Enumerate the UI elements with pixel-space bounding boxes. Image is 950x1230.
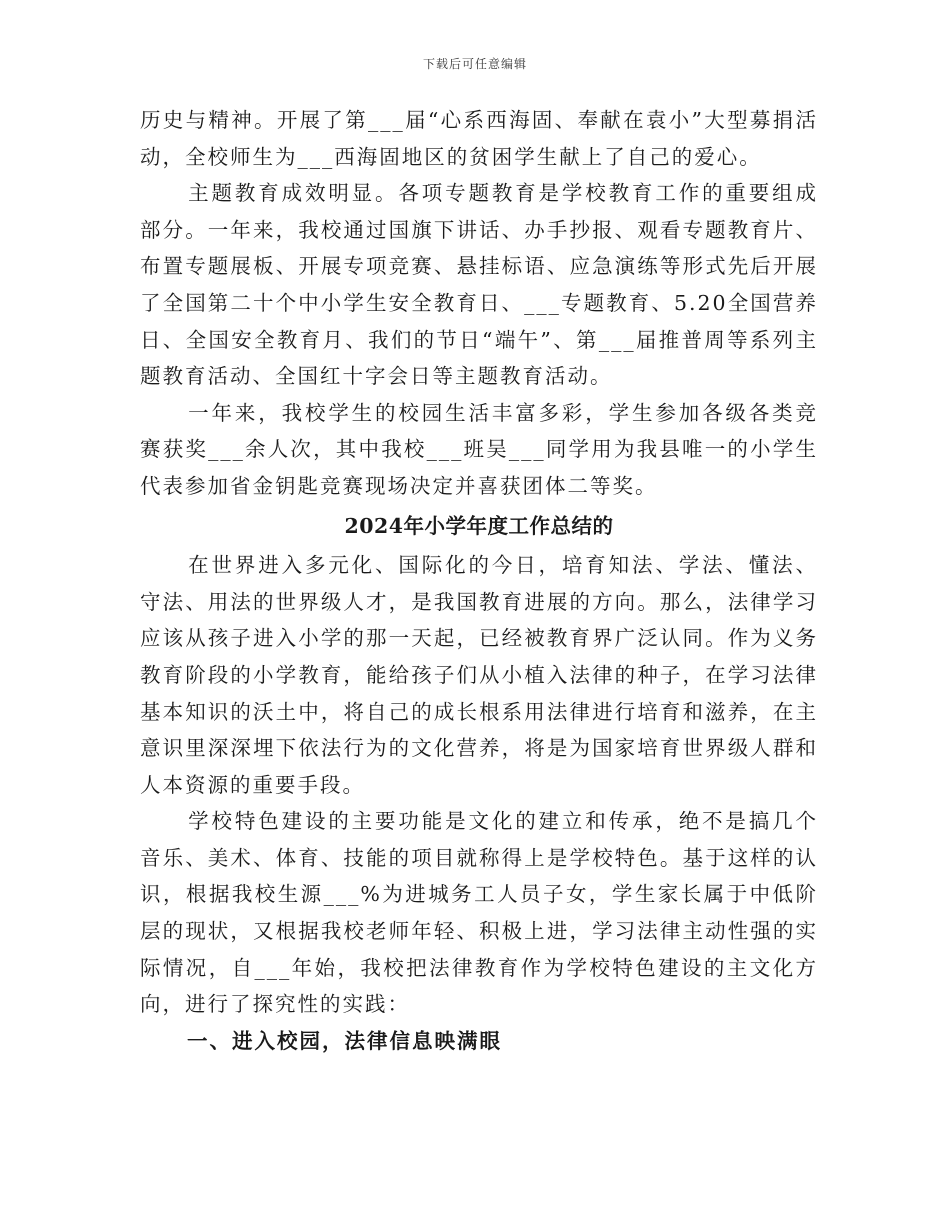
- paragraph-1: 历史与精神。开展了第___届“心系西海固、奉献在袁小”大型募捐活动，全校师生为___西海固地区的贫困学生献上了自己的爱心。: [140, 108, 818, 169]
- section-title: 2024年小学年度工作总结的: [344, 513, 614, 538]
- header-note: 下载后可任意编辑: [422, 57, 527, 71]
- document-body: [140, 102, 818, 1059]
- subheading: 一、进入校园，法律信息映满眼: [187, 1028, 502, 1053]
- paragraph-4: 在世界进入多元化、国际化的今日，培育知法、学法、懂法、守法、用法的世界级人才，是我国教育进展的方向。那么，法律学习应该从孩子进入小学的那一天起，已经被教育界广泛认同。作为义务教育阶段的小学教育，能给孩子们从小植入法律的种子，在学习法律基本知识的沃土中，将自己的成长根系用法律进行培育和滋养，在主意识里深深埋下依法行为的文化营养，将是为国家培育世界级人群和人本资源的重要手段。: [140, 553, 818, 797]
- paragraph-2: 主题教育成效明显。各项专题教育是学校教育工作的重要组成部分。一年来，我校通过国旗下讲话、办手抄报、观看专题教育片、布置专题展板、开展专项竞赛、悬挂标语、应急演练等形式先后开展了全国第二十个中小学生安全教育日、___专题教育、5.20全国营养日、全国安全教育月、我们的节日“端午”、第___届推普周等系列主题教育活动、全国红十字会日等主题教育活动。: [140, 181, 818, 389]
- paragraph-3: 一年来，我校学生的校园生活丰富多彩，学生参加各级各类竞赛获奖___余人次，其中我校___班吴___同学用为我县唯一的小学生代表参加省金钥匙竞赛现场决定并喜获团体二等奖。: [140, 400, 818, 498]
- paragraph-5: 学校特色建设的主要功能是文化的建立和传承，绝不是搞几个音乐、美术、体育、技能的项目就称得上是学校特色。基于这样的认识，根据我校生源___%为进城务工人员子女，学生家长属于中低阶层的现状，又根据我校老师年轻、积极上进，学习法律主动性强的实际情况，自___年始，我校把法律教育作为学校特色建设的主文化方向，进行了探究性的实践：: [140, 809, 818, 1017]
